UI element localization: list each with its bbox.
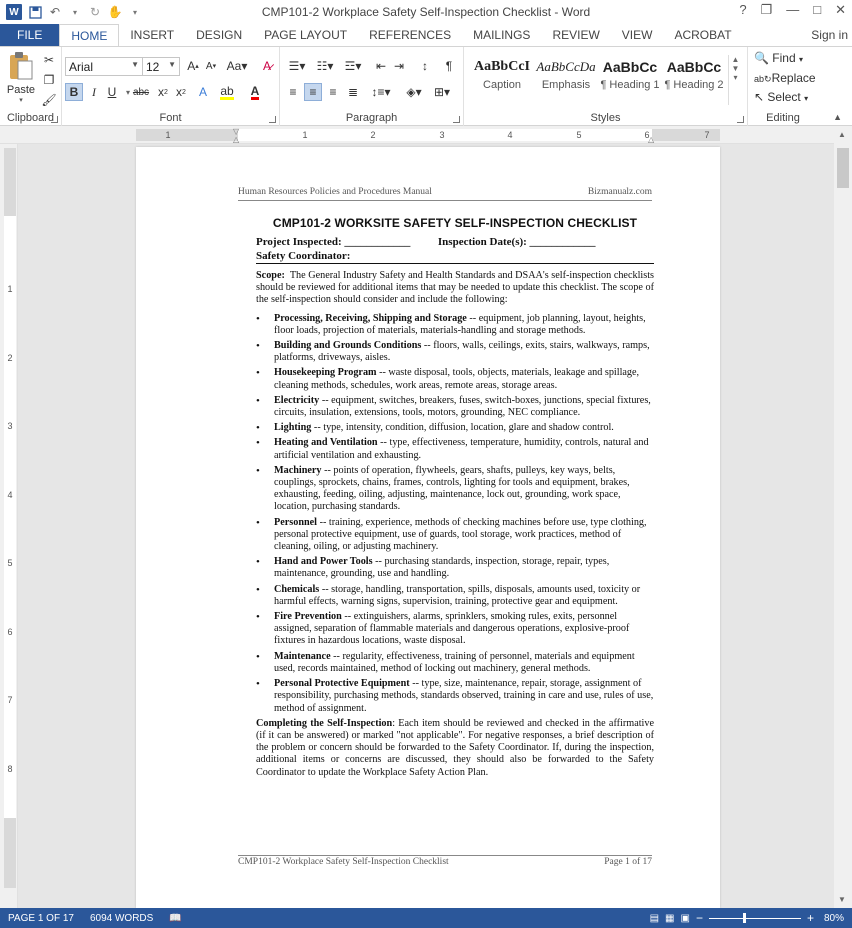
cut-icon[interactable]: ✂ [43,53,55,67]
undo-dropdown-icon[interactable]: ▾ [72,7,77,17]
right-indent-marker[interactable]: △ [648,135,655,144]
tab-mailings[interactable]: MAILINGS [473,28,531,42]
align-right-icon[interactable]: ≡ [329,85,337,99]
style-heading-2-name: ¶ Heading 2 [664,79,724,91]
status-bar [0,908,852,928]
zoom-slider[interactable] [709,918,801,919]
item-term: Personnel [274,516,318,528]
list-item [256,611,654,648]
ruler-left-margin [136,129,238,141]
vertical-ruler-track [4,148,16,888]
bold-button[interactable]: B [65,83,83,101]
item-term: Maintenance [274,650,331,662]
read-mode-icon[interactable]: ▤ [649,912,660,924]
ruler-number: 3 [439,130,445,140]
replace-icon: ab↻ [754,74,772,84]
page-header [238,187,652,201]
zoom-out-icon[interactable]: − [695,911,703,925]
select-button[interactable]: ↖ Select ▾ [754,90,809,104]
maximize-button[interactable]: □ [813,2,822,17]
completing-text: : Each item should be reviewed and checked in the affirmative (if it can be answered) or marked "not applicable". For negative responses, a brief description of the problem or concern should be forwarded to the Safety Coordinator. If, during the inspection, additional items or concerns are discussed, they should also be forwarded to the Safety Coordinator to update the Workplace Safety Action Plan. [256,717,654,778]
style-emphasis[interactable] [534,55,598,101]
item-description: -- equipment, switches, breakers, fuses, switch-boxes, junctions, special fixtures, circuits, insulation, extensions, tools, motors, grounding, NEC compliance. [274,394,651,419]
project-inspected-line [256,235,654,249]
item-description: -- equipment, job planning, layout, heights, floor loads, projection of materials, materials-handling and storage methods. [274,312,646,336]
select-label: Select [767,90,801,104]
safety-coordinator-line [256,249,654,264]
paste-dropdown-icon[interactable]: ▾ [19,97,23,104]
ruler-number: 1 [165,130,171,140]
proofing-icon[interactable]: 📖 [169,912,182,924]
sort-icon[interactable]: ↕ [422,59,428,73]
style-heading-1-name: ¶ Heading 1 [600,79,660,91]
styles-scroll-up-icon[interactable]: ▲ [731,55,740,64]
text-effects-icon[interactable]: A [198,85,207,99]
font-launcher-icon[interactable] [269,116,276,123]
styles-scroll-down-icon[interactable]: ▼ [731,64,740,73]
ruler-number: 2 [370,130,376,140]
grow-font-icon[interactable]: A ▴ [187,59,199,73]
font-size-combo[interactable] [142,57,180,76]
title-bar [0,0,852,24]
page-footer [238,855,652,869]
item-description: -- type, size, maintenance, repair, storage, assignment of responsibility, purchasing methods, standards observed, training in care and use, rules of use, method of assignment. [274,678,654,714]
align-center-icon[interactable]: ≡ [304,83,322,101]
paragraph-group [280,47,464,126]
item-description: -- extinguishers, alarms, sprinklers, smoking rules, exits, personnel assigned, separation of flammable materials and dangerous operations, explosive-proof fixtures in hazardous locations, waste disposal. [274,611,630,647]
justify-icon[interactable]: ≣ [347,85,359,99]
style-caption-sample: AaBbCcI [473,59,530,74]
style-emphasis-sample: AaBbCcDa [536,59,596,74]
header-right-text: Bizmanualz.com [587,187,652,197]
select-icon: ↖ [754,90,765,104]
item-description: -- training, experience, methods of checking machines before use, type clothing, personal protective equipment, use of guards, tool storage, work practices, method of cleaning, oiling, or adjusting machinery. [274,516,647,553]
font-name-value: Arial [69,60,94,74]
item-description: -- waste disposal, tools, objects, materials, leakage and spillage, cleaning methods, schedules, work areas, remote areas, storage areas. [274,367,640,391]
ruler-number: 6 [7,627,13,637]
tab-file[interactable]: FILE [0,24,59,46]
list-item [256,678,654,715]
completing-label: Completing the Self-Inspection [256,717,393,729]
list-item [256,367,654,391]
font-size-value: 12 [146,60,160,74]
item-description: -- type, effectiveness, temperature, humidity, controls, natural and artificial ventilation and exhausting. [274,437,649,461]
window-title: CMP101-2 Workplace Safety Self-Inspection Checklist - Word [261,5,591,19]
line-spacing-icon[interactable]: ↕≡▾ [371,85,391,99]
shrink-font-icon[interactable]: A ▾ [205,60,217,72]
ribbon-home [0,46,852,126]
document-workspace [18,144,834,908]
styles-group-label: Styles [590,112,621,124]
clipboard-group-label: Clipboard [6,112,55,124]
numbering-icon[interactable]: ☷▾ [316,59,334,73]
tab-page-layout[interactable]: PAGE LAYOUT [264,28,348,42]
list-item [256,437,654,461]
item-description: -- type, intensity, condition, diffusion, location, glare and shadow control. [311,422,614,434]
horizontal-ruler[interactable] [0,126,852,144]
list-item [256,584,654,608]
ruler-number: 1 [302,130,308,140]
tab-design[interactable]: DESIGN [196,28,243,42]
list-item [256,556,654,580]
close-button[interactable]: ✕ [835,2,846,17]
redo-icon[interactable]: ↻ [89,5,101,19]
item-description: -- points of operation, flywheels, gears, shafts, pulleys, key ways, belts, couplings, sprockets, chains, frames, controls, lighting for tools and equipment, brakes, exhausting, feeding, oiling, adjusting, maintenance, lock out, grounding, work space, location, purchasing standards. [274,464,630,513]
paragraph-launcher-icon[interactable] [453,116,460,123]
item-term: Building and Grounds Conditions [274,340,422,352]
change-case-icon[interactable]: Aa▾ [226,59,248,73]
clipboard-launcher-icon[interactable] [51,116,58,123]
paste-label: Paste [6,84,36,96]
ruler-number: 3 [7,421,13,431]
touch-mode-icon[interactable]: ✋ [107,5,123,19]
inspection-items-list [256,313,654,715]
window-controls [739,2,846,18]
item-term: Lighting [274,422,312,434]
replace-label: Replace [771,71,816,85]
tab-acrobat[interactable]: ACROBAT [674,28,732,42]
style-heading-1-sample: AaBbCc [602,59,658,75]
styles-more-icon[interactable]: ▾ [733,73,738,82]
scope-text: The General Industry Safety and Health Standards and DSAA's self-inspection checklists should be reviewed for additional items that may be needed to update this checklist. The scope of the self-inspection should consider and include the following: [256,270,654,306]
styles-launcher-icon[interactable] [737,116,744,123]
item-term: Hand and Power Tools [274,556,373,568]
editing-group [748,47,818,126]
document-heading: CMP101-2 WORKSITE SAFETY SELF-INSPECTION CHECKLIST [272,216,638,230]
list-item [256,340,654,364]
ruler-track [136,127,720,144]
vertical-scrollbar[interactable] [834,126,852,908]
subscript-button[interactable]: x 2 [158,85,168,99]
item-description: -- storage, handling, transportation, spills, disposals, amounts used, toxicity or harmful effects, warning signs, supervision, training, protective gear and equipment. [274,583,641,607]
ruler-top-margin [4,148,16,216]
find-button[interactable]: 🔍 Find ▾ [754,51,803,65]
item-term: Heating and Ventilation [274,437,378,449]
item-term: Electricity [274,394,320,406]
tab-references[interactable]: REFERENCES [369,28,452,42]
decrease-indent-icon[interactable]: ⇤ [375,59,387,73]
sign-in-link[interactable]: Sign in [811,28,848,42]
clear-formatting-icon[interactable]: A̷ [262,59,271,73]
replace-button[interactable] [754,71,816,85]
item-description: -- purchasing standards, inspection, storage, repair, types, maintenance, grounding, use and handling. [274,556,610,580]
style-caption-name: Caption [483,79,521,91]
bullets-icon[interactable]: ☰▾ [288,59,306,73]
format-painter-icon[interactable]: 🖌 [41,93,57,107]
paste-button[interactable] [6,51,36,103]
list-item [256,465,654,514]
collapse-ribbon-icon[interactable]: ▲ [833,112,842,122]
underline-button[interactable]: U [107,85,117,99]
project-inspected-label: Project Inspected: ____________ [256,236,411,248]
ruler-number: 4 [507,130,513,140]
show-formatting-marks-icon[interactable]: ¶ [445,59,453,73]
styles-group [464,47,748,126]
minimize-button[interactable]: — [786,2,800,17]
increase-indent-icon[interactable]: ⇥ [393,59,405,73]
tab-review[interactable]: REVIEW [552,28,600,42]
ruler-number: 5 [7,558,13,568]
header-left-text: Human Resources Policies and Procedures Manual [238,187,432,197]
scroll-down-icon[interactable]: ▼ [838,895,846,904]
footer-page-number: Page 1 of 17 [604,857,652,867]
ribbon-display-options-button[interactable]: ❐ [760,2,773,17]
style-heading-2[interactable] [662,55,726,101]
list-item [256,422,654,434]
copy-icon[interactable]: ❐ [43,73,55,87]
help-button[interactable]: ? [739,2,747,17]
tab-insert[interactable]: INSERT [130,28,175,42]
document-body[interactable] [256,215,654,779]
word-app-icon[interactable]: W [6,4,22,20]
list-item [256,395,654,419]
font-size-dropdown-icon: ▼ [168,60,176,69]
editing-group-label: Editing [766,112,800,124]
tab-view[interactable]: VIEW [621,28,653,42]
ruler-number: 8 [7,764,13,774]
safety-coordinator-label: Safety Coordinator: [256,250,351,262]
scroll-up-icon[interactable]: ▲ [838,130,846,139]
paragraph-group-label: Paragraph [345,112,398,124]
item-term: Chemicals [274,583,320,595]
clipboard-group [0,47,62,126]
font-name-dropdown-icon: ▼ [131,60,139,69]
ruler-number: 7 [7,695,13,705]
list-item [256,651,654,675]
font-name-combo[interactable] [65,57,143,76]
shading-icon[interactable]: ◈▾ [406,85,422,99]
ruler-number: 7 [704,130,710,140]
borders-icon[interactable]: ⊞▾ [433,85,451,99]
item-term: Housekeeping Program [274,367,377,379]
list-item [256,517,654,554]
inspection-date-label: Inspection Date(s): ____________ [437,236,596,248]
first-line-indent-marker[interactable]: ▽ [233,127,240,136]
item-term: Machinery [274,464,322,476]
vertical-ruler[interactable] [0,144,18,908]
ruler-number: 2 [7,353,13,363]
item-term: Processing, Receiving, Shipping and Storage [274,312,467,324]
footer-left-text: CMP101-2 Workplace Safety Self-Inspection Checklist [238,857,449,867]
item-description: -- regularity, effectiveness, training of personnel, materials and equipment used, records maintained, method of locking out machinery, general methods. [274,650,635,674]
customize-qat-icon[interactable]: ▾ [132,7,137,17]
page-count-status[interactable]: PAGE 1 OF 17 [8,912,74,924]
font-color-icon[interactable]: A [250,83,260,98]
find-label: Find [772,51,796,65]
scope-label: Scope: [256,270,285,281]
ruler-number: 5 [576,130,582,140]
item-description: -- floors, walls, ceilings, exits, stairs, walkways, ramps, platforms, driveways, aisles. [274,340,650,364]
ribbon-tab-bar [0,24,852,46]
item-term: Personal Protective Equipment [274,678,410,690]
zoom-controls [650,911,844,925]
align-left-icon[interactable]: ≡ [289,85,297,99]
list-item [256,313,654,337]
ruler-bottom-margin [4,818,16,888]
style-heading-2-sample: AaBbCc [666,59,722,75]
zoom-level[interactable]: 80% [823,912,844,924]
superscript-button[interactable]: x 2 [176,85,186,99]
font-group [62,47,280,126]
styles-scroll [728,55,742,105]
ruler-number: 1 [7,284,13,294]
style-heading-1[interactable] [598,55,662,101]
font-group-label: Font [159,112,182,124]
web-layout-icon[interactable]: ▣ [680,912,690,924]
strikethrough-button[interactable]: abc [132,86,150,98]
hanging-indent-marker[interactable]: △ [233,135,240,144]
underline-dropdown-icon[interactable]: ▾ [125,87,130,97]
ruler-number: 6 [644,130,650,140]
item-term: Fire Prevention [274,611,342,623]
scope-paragraph [256,270,654,307]
undo-icon[interactable]: ↶ [49,5,61,19]
paste-icon [8,51,34,81]
highlight-color-icon[interactable]: ab [220,83,234,98]
zoom-slider-thumb[interactable] [743,913,746,923]
find-icon: 🔍 [754,51,769,65]
scrollbar-thumb[interactable] [837,148,849,188]
completing-paragraph [256,718,654,779]
zoom-in-icon[interactable]: + [806,911,814,925]
style-emphasis-name: Emphasis [541,79,591,91]
style-caption[interactable] [470,55,534,101]
multilevel-list-icon[interactable]: ☲▾ [344,59,362,73]
italic-button[interactable]: I [92,84,96,99]
print-layout-icon[interactable]: ▦ [665,912,675,924]
word-count-status[interactable]: 6094 WORDS [89,912,154,924]
document-page[interactable] [136,147,720,908]
tab-home[interactable]: HOME [59,24,119,47]
ruler-number: 4 [7,490,13,500]
